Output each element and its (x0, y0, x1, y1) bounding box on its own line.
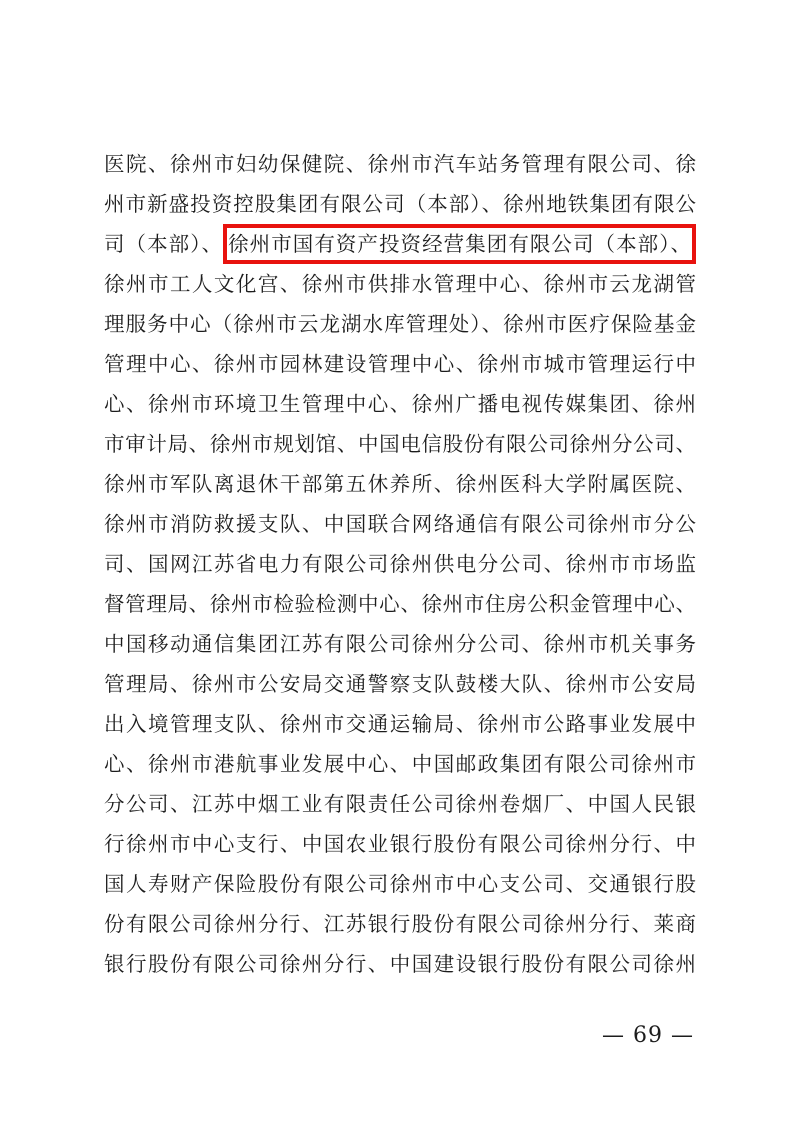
text-line: 中国移动通信集团江苏有限公司徐州分公司、徐州市机关事务 (104, 632, 696, 656)
text-line: 行徐州市中心支行、中国农业银行股份有限公司徐州分行、中 (104, 832, 696, 856)
text-line: 心、徐州市环境卫生管理中心、徐州广播电视传媒集团、徐州 (104, 392, 696, 416)
text-line: 分公司、江苏中烟工业有限责任公司徐州卷烟厂、中国人民银 (104, 792, 696, 816)
text-line: 理服务中心（徐州市云龙湖水库管理处）、徐州市医疗保险基金 (104, 312, 696, 336)
text-line: 徐州市消防救援支队、中国联合网络通信有限公司徐州市分公 (104, 512, 696, 536)
text-line: 国人寿财产保险股份有限公司徐州市中心支公司、交通银行股 (104, 872, 696, 896)
text-line: 徐州市工人文化宫、徐州市供排水管理中心、徐州市云龙湖管 (104, 272, 696, 296)
text-segment: 司（本部）、 (104, 232, 224, 256)
text-line: 州市新盛投资控股集团有限公司（本部）、徐州地铁集团有限公 (104, 192, 696, 216)
text-line: 心、徐州市港航事业发展中心、中国邮政集团有限公司徐州市 (104, 752, 696, 776)
text-line: 徐州市军队离退休干部第五休养所、徐州医科大学附属医院、 (104, 472, 696, 496)
text-line: 出入境管理支队、徐州市交通运输局、徐州市公路事业发展中 (104, 712, 696, 736)
text-line: 司、国网江苏省电力有限公司徐州供电分公司、徐州市市场监 (104, 552, 696, 576)
text-line: 管理局、徐州市公安局交通警察支队鼓楼大队、徐州市公安局 (104, 672, 696, 696)
text-line: 督管理局、徐州市检验检测中心、徐州市住房公积金管理中心、 (104, 592, 696, 616)
text-line: 份有限公司徐州分行、江苏银行股份有限公司徐州分行、莱商 (104, 912, 696, 936)
text-line: 市审计局、徐州市规划馆、中国电信股份有限公司徐州分公司、 (104, 432, 696, 456)
text-line: 管理中心、徐州市园林建设管理中心、徐州市城市管理运行中 (104, 352, 696, 376)
text-line: 医院、徐州市妇幼保健院、徐州市汽车站务管理有限公司、徐 (104, 152, 696, 176)
body-text (104, 144, 696, 984)
text-line: 银行股份有限公司徐州分行、中国建设银行股份有限公司徐州 (104, 952, 696, 976)
highlight-box: 徐州市国有资产投资经营集团有限公司（本部）、 (223, 224, 696, 264)
page-number: — 69 — (602, 1023, 694, 1048)
text-line-with-highlight (104, 224, 696, 264)
